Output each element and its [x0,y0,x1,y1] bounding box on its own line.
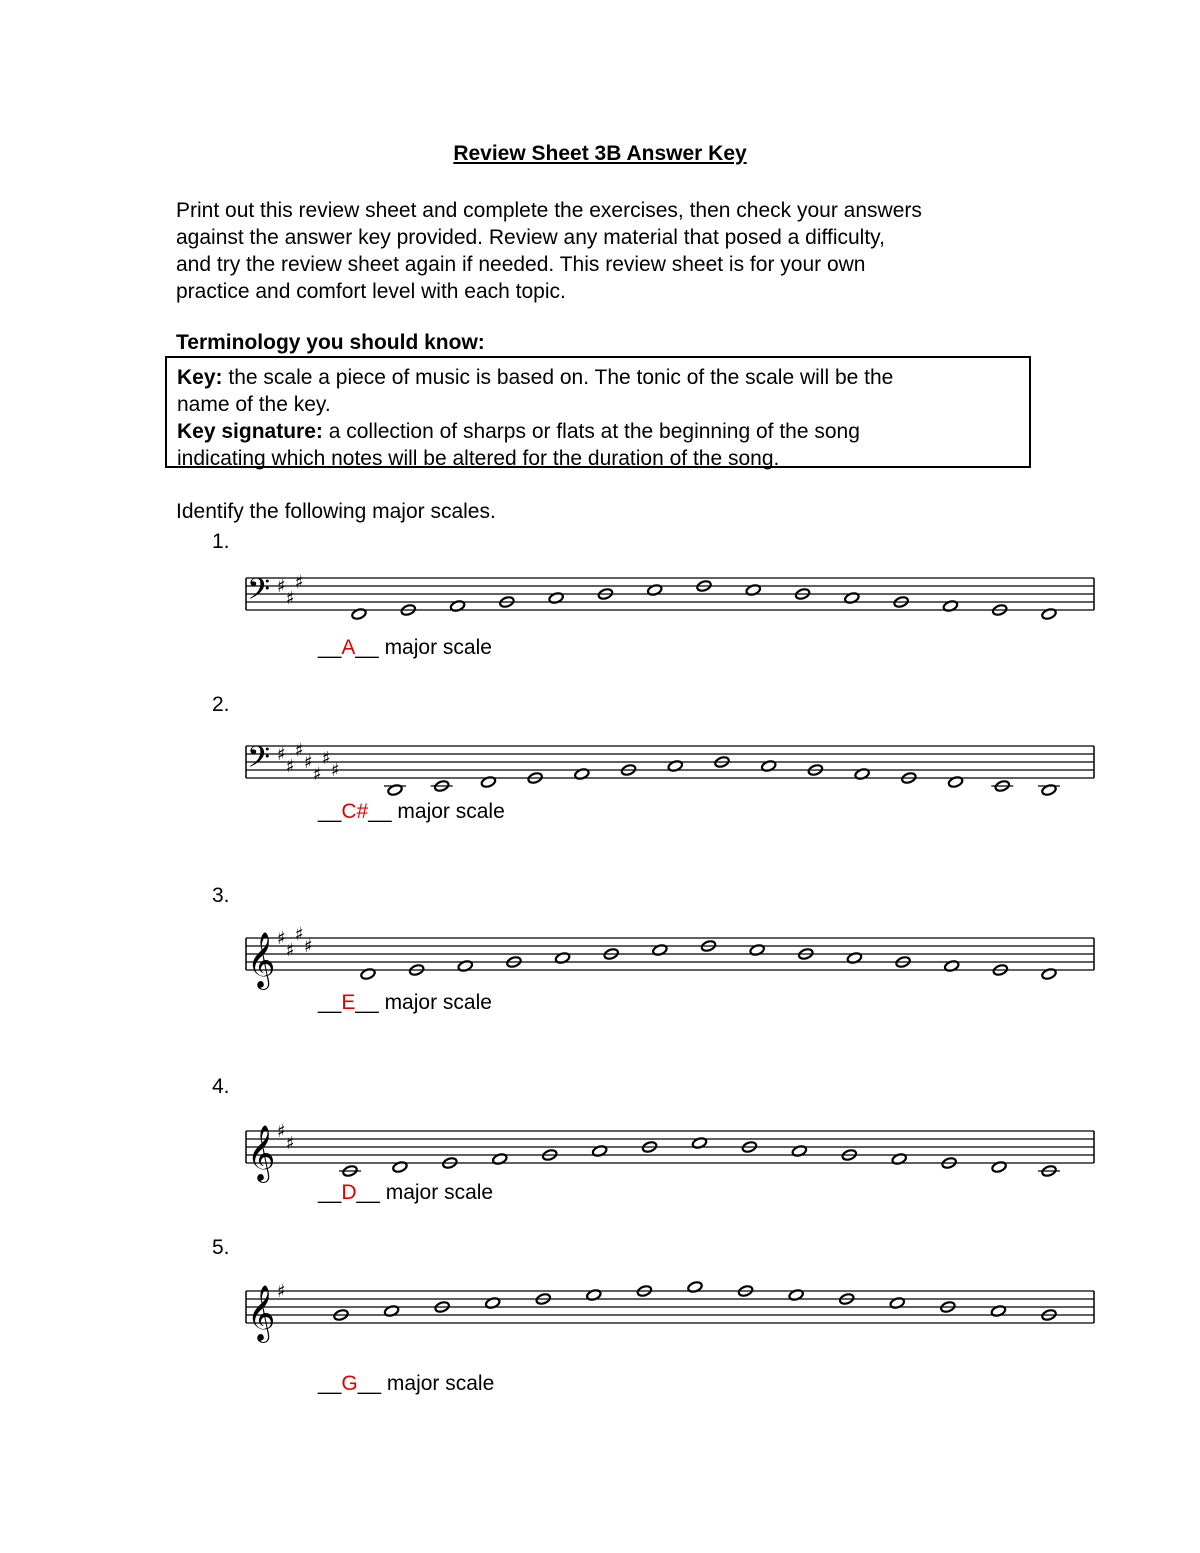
answer-suffix: __ major scale [356,1181,494,1204]
sharp-icon: ♯ [277,1281,286,1302]
treble-clef-icon: 𝄞 [247,932,276,988]
treble-clef-icon: 𝄞 [247,1285,276,1341]
answer-suffix: __ major scale [357,1372,495,1395]
terminology-heading: Terminology you should know: [176,331,485,354]
answer-line [318,800,505,824]
sharp-icon: ♯ [286,940,295,961]
sharp-icon: ♯ [295,924,304,945]
bass-clef-icon: 𝄢 [247,741,271,782]
intro-line: practice and comfort level with each topic. [176,280,566,303]
bass-clef-icon: 𝄢 [247,573,271,614]
music-staff [244,738,1096,798]
sharp-icon: ♯ [277,576,286,597]
sharp-icon: ♯ [295,572,304,593]
answer-suffix: __ major scale [355,636,492,659]
answer-blank: __ [318,800,342,823]
sharp-icon: ♯ [313,764,322,785]
sharp-icon: ♯ [286,1133,295,1154]
key-signature-def-line-2: indicating which notes will be altered for the duration of the song. [177,447,780,470]
exercise-number: 3. [212,884,230,907]
answer-suffix: __ major scale [368,800,505,823]
key-def-line-1: the scale a piece of music is based on. The tonic of the scale will be the [222,366,894,389]
sharp-icon: ♯ [277,1121,286,1142]
answer-suffix: __ major scale [355,991,492,1014]
exercise-number: 2. [212,693,230,716]
music-staff [244,1283,1096,1343]
exercise-number: 4. [212,1075,230,1098]
sharp-icon: ♯ [277,744,286,765]
key-term: Key: [177,366,223,389]
key-signature-definition [177,418,1029,445]
answer-text: D [341,1181,357,1204]
answer-line [318,636,492,660]
intro-line: against the answer key provided. Review any material that posed a difficulty, [176,226,885,249]
exercise-number: 1. [212,530,230,553]
terminology-box [165,356,1031,468]
sharp-icon: ♯ [277,928,286,949]
answer-text: C# [341,800,369,823]
key-signature-term: Key signature: [177,420,323,443]
intro-line: and try the review sheet again if needed. This review sheet is for your own [176,253,866,276]
answer-line [318,991,492,1015]
key-def-line-2: name of the key. [177,393,331,416]
treble-clef-icon: 𝄞 [247,1125,276,1181]
answer-text: A [341,636,356,659]
music-staff [244,570,1096,630]
sharp-icon: ♯ [295,740,304,761]
sharp-icon: ♯ [286,588,295,609]
music-staff [244,1123,1096,1183]
answer-blank: __ [318,991,342,1014]
sharp-icon: ♯ [331,760,340,781]
answer-text: G [341,1372,358,1395]
answer-blank: __ [318,1372,342,1395]
key-definition [177,364,1029,391]
page-title: Review Sheet 3B Answer Key [453,142,747,165]
key-signature-def-line-1: a collection of sharps or flats at the beginning of the song [322,420,860,443]
answer-text: E [341,991,356,1014]
exercise-number: 5. [212,1236,230,1259]
intro-line: Print out this review sheet and complete the exercises, then check your answers [176,199,922,222]
sharp-icon: ♯ [286,756,295,777]
answer-blank: __ [318,636,342,659]
music-staff [244,924,1096,990]
instructions: Identify the following major scales. [176,500,496,523]
answer-line [318,1372,494,1396]
answer-blank: __ [318,1181,342,1204]
sharp-icon: ♯ [304,752,313,773]
intro-paragraph [176,197,1056,305]
sharp-icon: ♯ [304,936,313,957]
answer-line [318,1181,493,1205]
sharp-icon: ♯ [322,748,331,769]
